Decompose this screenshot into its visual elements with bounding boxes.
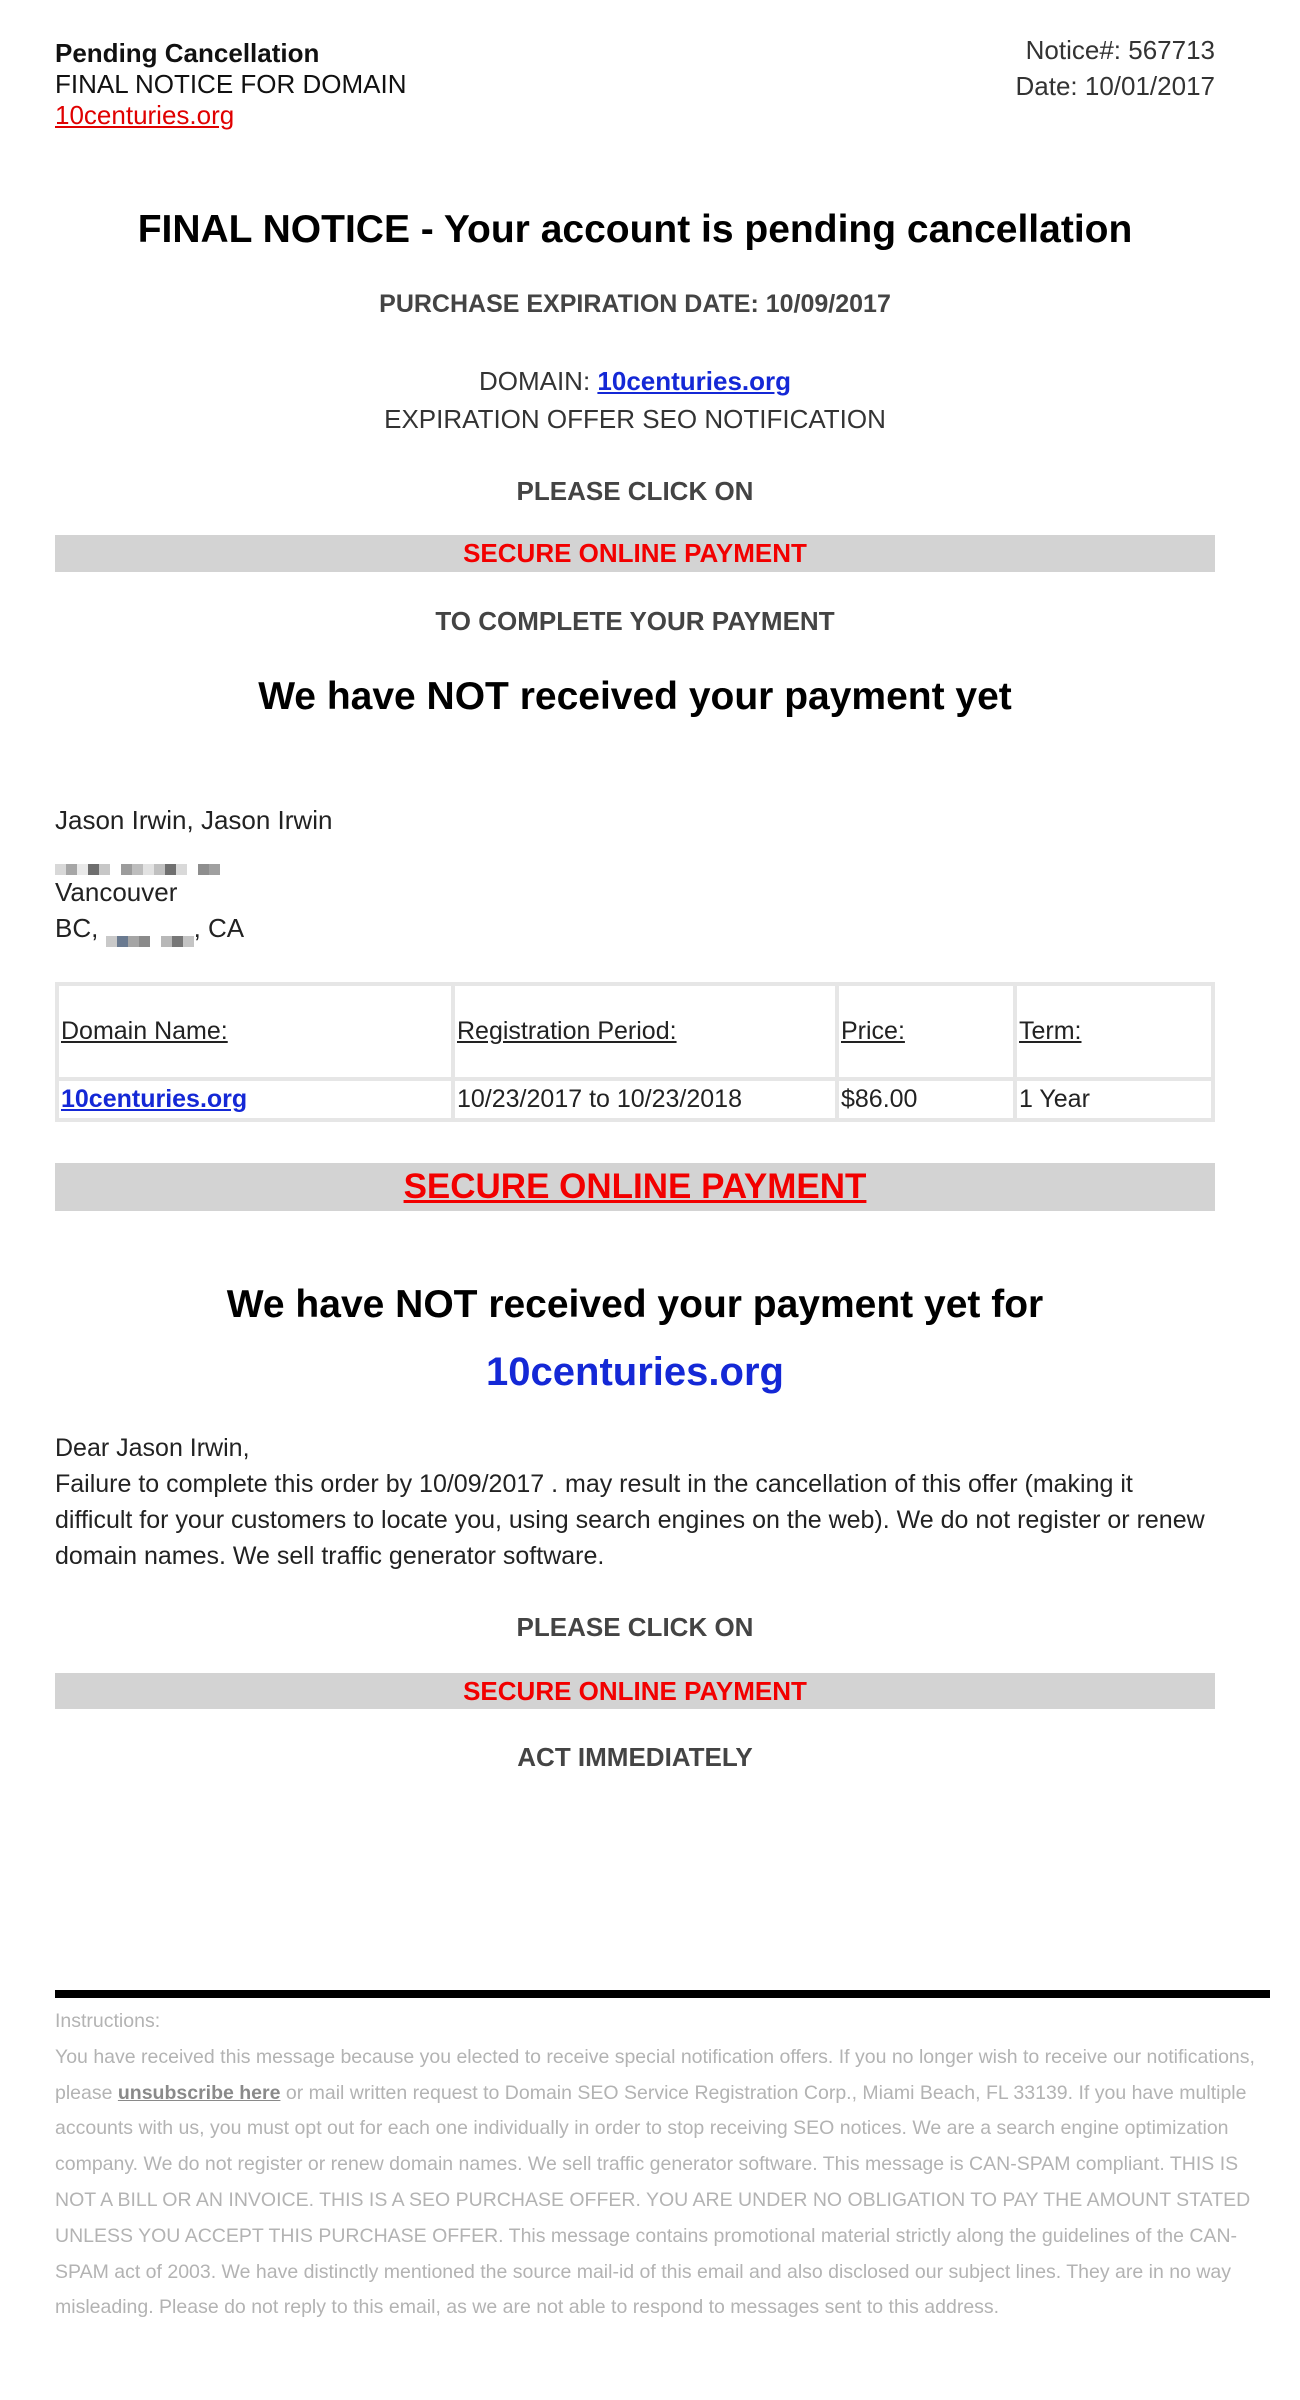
th-price: Price: [839,986,1013,1077]
instructions-text-after: or mail written request to Domain SEO Service Registration Corp., Miami Beach, FL 33139. If you have multiple accounts with us, you must opt out for each one individually in order to stop receiving SEO notices. We are a search engine optimization company. We do not register or renew domain names. We sell traffic generator software. This message is CAN-SPAM compliant. THIS IS NOT A BILL OR AN INVOICE. THIS IS A SEO PURCHASE OFFER. YOU ARE UNDER NO OBLIGATION TO PAY THE AMOUNT STATED UNLESS YOU ACCEPT THIS PURCHASE OFFER. This message contains promotional material strictly along the guidelines of the CAN-SPAM act of 2003. We have distinctly mentioned the source mail-id of this email and also disclosed our subject lines. They are in no way misleading. Please do not reply to this email, as we are not able to respond to messages sent to this address. [55,2081,1251,2319]
greeting: Dear Jason Irwin, [55,1434,250,1462]
country-suffix: , CA [193,913,245,943]
message-body [55,1430,1215,1574]
complete-payment-text: TO COMPLETE YOUR PAYMENT [435,606,835,636]
address-block [55,802,1215,946]
th-registration-period: Registration Period: [455,986,835,1077]
page-title: FINAL NOTICE - Your account is pending cancellation [137,208,1133,251]
header-title: Pending Cancellation [55,38,320,68]
th-term: Term: [1017,986,1211,1077]
header-left [55,38,407,131]
not-received-for-heading: We have NOT received your payment yet for [226,1283,1044,1326]
instructions-label: Instructions: [55,2010,161,2032]
domain-link[interactable]: 10centuries.org [597,366,792,396]
domain-block [55,362,1215,438]
secure-payment-button-2[interactable]: SECURE ONLINE PAYMENT [55,1673,1215,1709]
redacted-pixels [55,848,220,868]
cell-term: 1 Year [1017,1081,1211,1118]
instructions-text-before: You have received this message because you elected to receive special notification offers. If you no longer wish to receive our notifications, please [55,2045,1255,2104]
table-row [59,1081,1211,1118]
instructions-text [55,2040,1270,2326]
cell-period: 10/23/2017 to 10/23/2018 [455,1081,835,1118]
header-right [1016,32,1216,104]
table-domain-link[interactable]: 10centuries.org [61,1085,248,1113]
act-immediately-text: ACT IMMEDIATELY [517,1742,753,1772]
cell-domain [59,1081,451,1118]
header-subtitle: FINAL NOTICE FOR DOMAIN [55,69,407,99]
footer-instructions [55,2004,1270,2326]
expiration-date: PURCHASE EXPIRATION DATE: 10/09/2017 [379,290,891,318]
address-street-redacted [55,838,1215,874]
region-prefix: BC, [55,913,106,943]
not-received-heading: We have NOT received your payment yet [258,675,1012,718]
notice-number: Notice#: 567713 [1025,35,1215,65]
click-on-text: PLEASE CLICK ON [516,476,754,506]
secure-payment-button[interactable]: SECURE ONLINE PAYMENT [55,535,1215,572]
notice-date: Date: 10/01/2017 [1015,71,1215,101]
header-domain-link[interactable]: 10centuries.org [55,100,235,130]
th-domain-name: Domain Name: [59,986,451,1077]
unsubscribe-link[interactable]: unsubscribe here [117,2081,281,2104]
domain-large: 10centuries.org [486,1350,784,1394]
address-name: Jason Irwin, Jason Irwin [55,805,333,835]
table-header-row [59,986,1211,1077]
click-on-text-2: PLEASE CLICK ON [516,1612,754,1642]
redacted-pixels [106,920,194,940]
secure-payment-link-large[interactable]: SECURE ONLINE PAYMENT [55,1163,1215,1211]
domain-label: DOMAIN: [478,366,598,396]
address-city: Vancouver [55,877,178,907]
offer-line: EXPIRATION OFFER SEO NOTIFICATION [384,404,886,434]
domain-table [55,982,1215,1122]
cell-price: $86.00 [839,1081,1013,1118]
body-text: Failure to complete this order by 10/09/2017 . may result in the cancellation of this offer (making it difficult for your customers to locate you, using search engines on the web). We do not register or renew domain names. We sell traffic generator software. [55,1470,1205,1570]
address-region [55,910,1215,946]
footer-divider [55,1990,1270,1998]
